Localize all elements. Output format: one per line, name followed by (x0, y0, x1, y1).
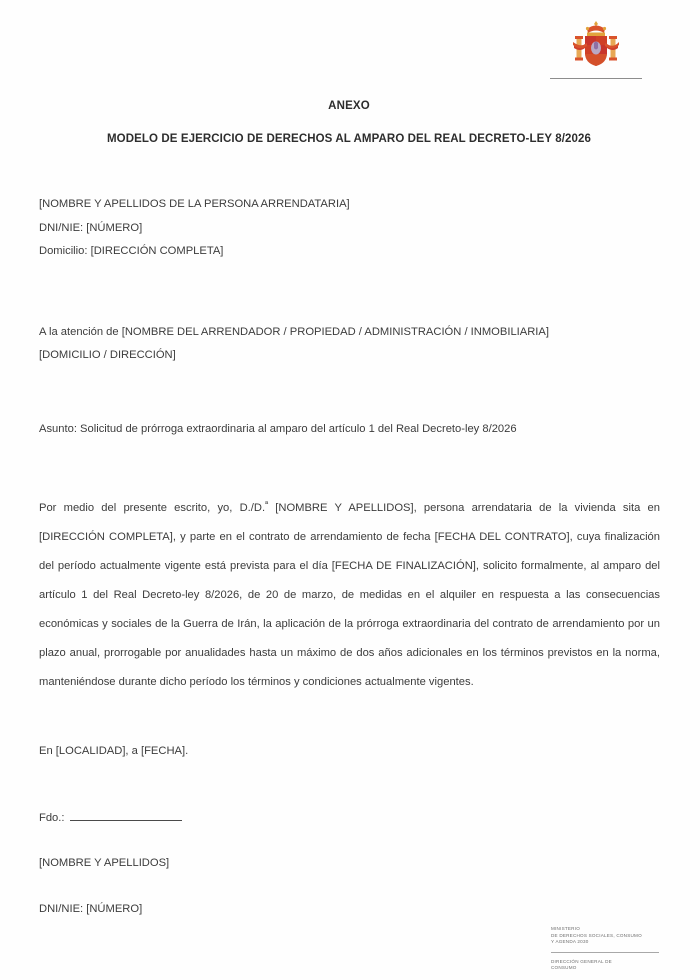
spacer (39, 876, 660, 898)
paragraph-part-2: [NOMBRE Y APELLIDOS], persona arrendataria de la vivienda sita en [DIRECCIÓN COMPLETA], y parte en el contrato de arrendamiento de fecha [FECHA DEL CONTRATO], cuya finalización del período actualmente vigente está prevista para el día [FECHA DE FINALIZACIÓN], solicito formalmente, al amparo del artículo 1 del Real Decreto-ley 8/2026, de 20 de marzo, de medidas en el alquiler en respuesta a las consecuencias económicas y sociales de la Guerra de Irán, la aplicación de la prórroga extraordinaria del contrato de arrendamiento por un plazo anual, prorrogable por anualidades hasta un máximo de dos años adicionales en los términos previstos en la norma, manteniéndose durante dicho período los términos y condiciones actualmente vigentes. (39, 502, 660, 689)
spacer (39, 708, 660, 740)
signature-rule (70, 810, 182, 821)
footer-divider (551, 952, 659, 953)
spacer (39, 441, 660, 483)
sender-name: [NOMBRE Y APELLIDOS DE LA PERSONA ARRENDATARIA] (39, 198, 350, 210)
ministry-line-2: DE DERECHOS SOCIALES, CONSUMO (551, 932, 642, 938)
sender-address: Domicilio: [DIRECCIÓN COMPLETA] (39, 245, 224, 257)
signature-line (39, 807, 660, 831)
document-body (39, 193, 660, 921)
ministry-line-1: MINISTERIO (551, 926, 580, 932)
main-paragraph (39, 494, 660, 697)
addressee-attention: A la atención de [NOMBRE DEL ARRENDADOR / PROPIEDAD / ADMINISTRACIÓN / INMOBILIARIA] (39, 325, 549, 338)
sender-block (39, 193, 660, 264)
addressee-block (39, 321, 660, 368)
page-subtitle: MODELO DE EJERCICIO DE DERECHOS AL AMPARO DEL REAL DECRETO-LEY 8/2026 (106, 133, 592, 145)
spain-coat-of-arms-icon (568, 18, 624, 70)
paragraph-part-1: Por medio del presente escrito, yo, D./D. (39, 502, 266, 515)
government-crest-block (532, 18, 660, 79)
spacer (39, 830, 660, 852)
spacer (39, 764, 660, 807)
subject-line: Asunto: Solicitud de prórroga extraordinaria al amparo del artículo 1 del Real Decreto-ley 8/2026 (39, 422, 517, 435)
title-area (39, 100, 659, 145)
ministry-footer (551, 926, 659, 972)
page-title: ANEXO (328, 100, 370, 112)
spacer (39, 368, 660, 418)
spacer (39, 264, 660, 321)
ministry-line-3: Y AGENDA 2030 (551, 939, 589, 945)
office-line-1: DIRECCIÓN GENERAL DE (551, 958, 612, 964)
place-and-date: En [LOCALIDAD], a [FECHA]. (39, 745, 189, 758)
signature-label: Fdo.: (39, 811, 65, 824)
ordinal-indicator: ª (265, 499, 269, 509)
office-line-2: CONSUMO (551, 965, 577, 971)
addressee-address: [DOMICILIO / DIRECCIÓN] (39, 349, 176, 361)
signatory-id: DNI/NIE: [NÚMERO] (39, 902, 143, 915)
sender-id: DNI/NIE: [NÚMERO] (39, 221, 143, 234)
signatory-name: [NOMBRE Y APELLIDOS] (39, 857, 170, 870)
crest-divider (550, 78, 642, 79)
